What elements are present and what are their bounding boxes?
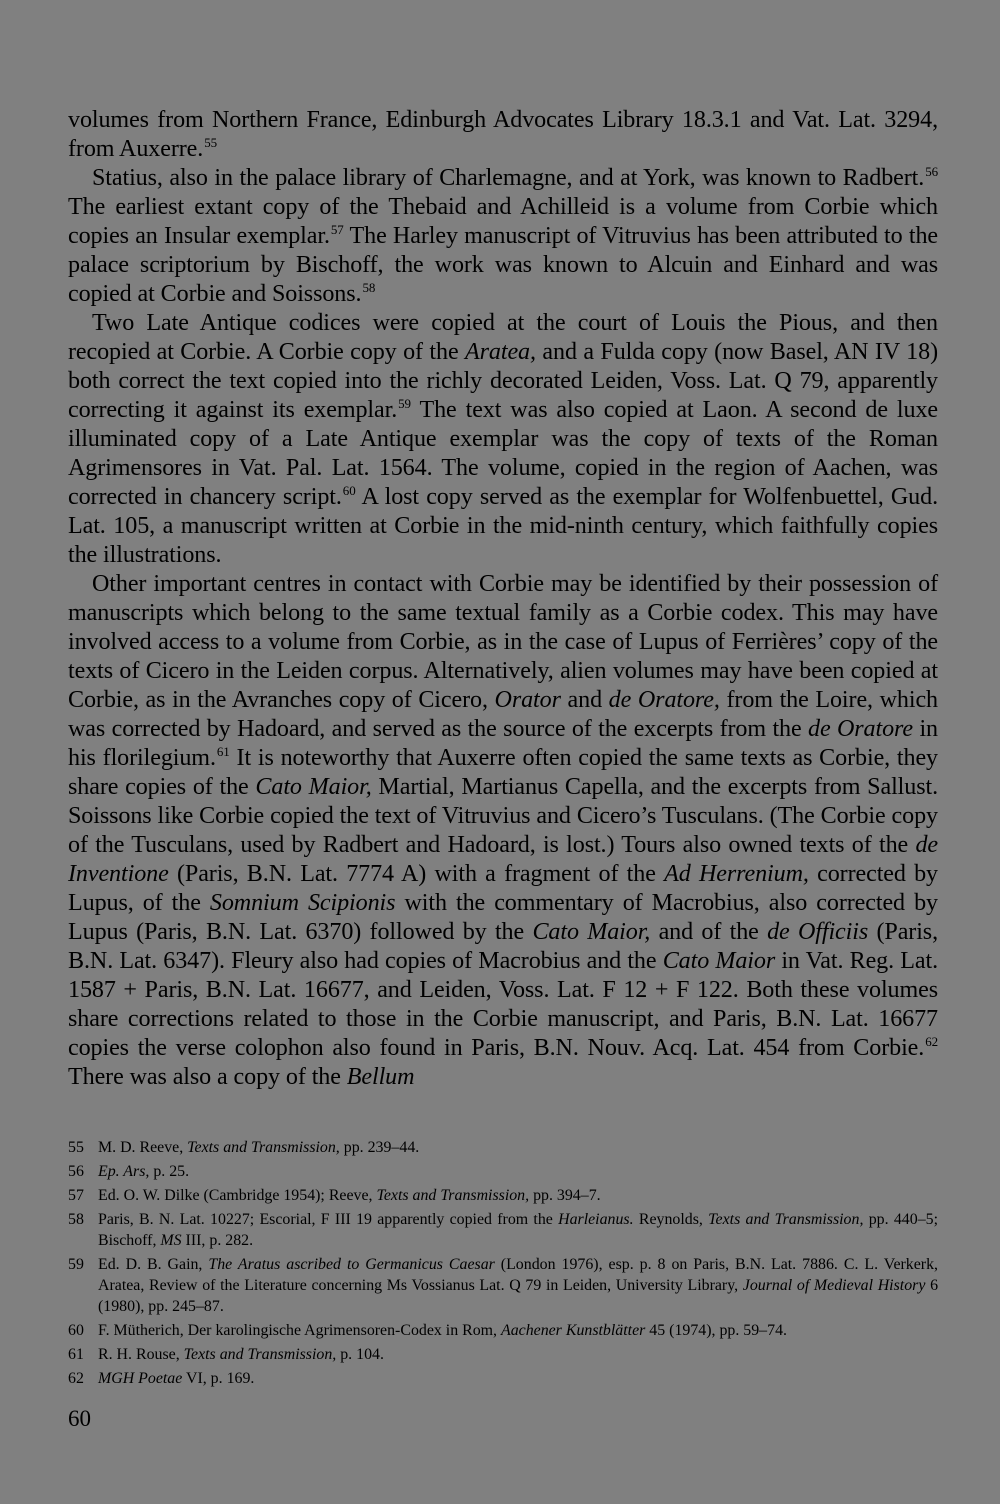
text-run: 6 (1980), pp. 245–87. xyxy=(98,1277,939,1315)
footnote-text xyxy=(98,1209,938,1251)
italic-text: Texts and Transmission, xyxy=(376,1187,530,1204)
footnote xyxy=(68,1320,938,1341)
italic-text: de Officiis xyxy=(767,919,869,945)
italic-text: MGH Poetae xyxy=(98,1370,183,1387)
text-run: in Vat. Reg. Lat. 1587 + Paris, B.N. Lat. 16677, and Leiden, Voss. Lat. F 12 + F 122. Both these volumes share corrections related to those in the Corbie manuscript, and Paris, B.N. Lat. 16677 copies the verse colophon also found in Paris, B.N. Nouv. Acq. Lat. 454 from Corbie. xyxy=(68,948,938,1061)
footnote-number: 59 xyxy=(68,1256,84,1273)
italic-text: Journal of Medieval History xyxy=(742,1277,926,1294)
footnote xyxy=(68,1209,938,1251)
footnote-number: 61 xyxy=(68,1346,84,1363)
footnote-ref: 58 xyxy=(362,280,376,295)
footnote-number: 60 xyxy=(68,1322,84,1339)
footnote xyxy=(68,1344,938,1365)
text-run: R. H. Rouse, xyxy=(98,1346,184,1363)
footnote-text xyxy=(98,1161,938,1182)
text-run: p. 25. xyxy=(149,1163,190,1180)
italic-text: Cato Maior, xyxy=(532,919,651,945)
footnotes xyxy=(68,1137,938,1392)
italic-text: Cato Maior xyxy=(662,948,776,974)
italic-text: Harleianus. xyxy=(558,1211,634,1228)
text-run: and xyxy=(560,687,609,713)
italic-text: Bellum xyxy=(346,1064,415,1090)
italic-text: Orator xyxy=(494,687,561,713)
paragraph xyxy=(68,164,938,309)
text-run: The Harley manuscript of Vitruvius has been attributed to the palace scriptorium by Bischoff, the work was known to Alcuin and Einhard and was copied at Corbie and Soissons. xyxy=(68,223,938,307)
text-run: Ed. D. B. Gain, xyxy=(98,1256,209,1273)
footnote-number: 62 xyxy=(68,1370,84,1387)
footnote xyxy=(68,1185,938,1206)
italic-text: Ad Herrenium, xyxy=(664,861,809,887)
footnote-text xyxy=(98,1320,938,1341)
footnote-ref: 59 xyxy=(398,396,411,411)
footnote xyxy=(68,1254,938,1317)
footnote-ref: 60 xyxy=(342,483,356,498)
text-run: and a Fulda copy (now Basel, AN IV 18) both correct the text copied into the richly decorated Leiden, Voss. Lat. Q 79, apparently correcting it against its exemplar. xyxy=(68,339,938,423)
text-run: Other important centres in contact with Corbie may be identified by their possession of manuscripts which belong to the same textual family as a Corbie codex. This may have involved access to a volume from Corbie, as in the case of Lupus of Ferrières’ copy of the texts of Cicero in the Leiden corpus. Alternatively, alien volumes may have been copied at Corbie, as in the Avranches copy of Cicero, xyxy=(68,571,938,713)
text-run: Two Late Antique codices were copied at the court of Louis the Pious, and then recopied at Corbie. A Corbie copy of the xyxy=(68,310,938,365)
text-run: pp. 394–7. xyxy=(529,1187,601,1204)
text-run: in his florilegium. xyxy=(68,716,938,771)
text-run: Ed. O. W. Dilke (Cambridge 1954); Reeve, xyxy=(98,1187,377,1204)
italic-text: Texts and Transmission, xyxy=(708,1211,864,1228)
footnote-ref: 55 xyxy=(204,135,217,150)
text-run: VI, p. 169. xyxy=(182,1370,255,1387)
footnote-number: 55 xyxy=(68,1139,84,1156)
italic-text: Cato Maior, xyxy=(255,774,372,800)
text-run: F. Mütherich, Der karolingische Agrimensoren-Codex in Rom, xyxy=(98,1322,501,1339)
text-run: Martial, Martianus Capella, and the excerpts from Sallust. Soissons like Corbie copied the text of Vitruvius and Cicero’s Tusculans. (The Corbie copy of the Tusculans, used by Radbert and Hadoard, is lost.) Tours also owned texts of the xyxy=(68,774,938,858)
italic-text: Aachener Kunstblätter xyxy=(500,1322,646,1339)
italic-text: The Aratus ascribed to Germanicus Caesar xyxy=(208,1256,495,1273)
footnote-number: 56 xyxy=(68,1163,84,1180)
text-run: (London 1976), esp. p. 8 on Paris, B.N. Lat. 7886. C. L. Verkerk, Aratea, Review of the Literature concerning Ms Vossianus Lat. Q 79 in Leiden, University Library, xyxy=(98,1256,939,1294)
footnote-ref: 57 xyxy=(330,222,344,237)
italic-text: MS xyxy=(160,1232,182,1249)
text-run: There was also a copy of the xyxy=(68,1064,347,1090)
italic-text: de Oratore, xyxy=(608,687,720,713)
text-run: with the commentary of Macrobius, also corrected by Lupus (Paris, B.N. Lat. 6370) followed by the xyxy=(68,890,938,945)
footnote-ref: 62 xyxy=(925,1034,938,1049)
footnote-ref: 61 xyxy=(216,744,230,759)
footnote-text xyxy=(98,1368,938,1389)
text-run: Paris, B. N. Lat. 10227; Escorial, F III 19 apparently copied from the xyxy=(98,1211,559,1228)
page-number: 60 xyxy=(68,1406,91,1431)
paragraph xyxy=(68,106,938,164)
text-run: M. D. Reeve, xyxy=(98,1139,188,1156)
italic-text: Aratea, xyxy=(465,339,536,365)
footnote-text xyxy=(98,1344,938,1365)
text-run: The text was also copied at Laon. A second de luxe illuminated copy of a Late Antique exemplar was the copy of texts of the Roman Agrimensores in Vat. Pal. Lat. 1564. The volume, copied in the region of Aachen, was corrected in chancery script. xyxy=(68,397,938,510)
text-run: (Paris, B.N. Lat. 6347). Fleury also had copies of Macrobius and the xyxy=(68,919,939,974)
italic-text: de Inventione xyxy=(68,832,938,887)
text-run: corrected by Lupus, of the xyxy=(68,861,939,916)
paragraph xyxy=(68,309,938,570)
text-run: III, p. 282. xyxy=(181,1232,254,1249)
text-run: volumes from Northern France, Edinburgh Advocates Library 18.3.1 and Vat. Lat. 3294, from Auxerre. xyxy=(68,107,938,162)
footnote xyxy=(68,1368,938,1389)
text-run: Reynolds, xyxy=(633,1211,709,1228)
italic-text: Texts and Transmission, xyxy=(187,1139,340,1156)
paragraph xyxy=(68,570,938,1092)
footnote-text xyxy=(98,1137,938,1158)
footnote-ref: 56 xyxy=(925,164,938,179)
text-run: and of the xyxy=(650,919,768,945)
main-text xyxy=(68,106,938,1092)
footnote-number: 58 xyxy=(68,1211,84,1228)
footnote-text xyxy=(98,1254,938,1317)
text-run: (Paris, B.N. Lat. 7774 A) with a fragment of the xyxy=(168,861,665,887)
text-run: 45 (1974), pp. 59–74. xyxy=(645,1322,787,1339)
footnote-number: 57 xyxy=(68,1187,84,1204)
text-run: Statius, also in the palace library of Charlemagne, and at York, was known to Radbert. xyxy=(92,165,925,191)
italic-text: de Oratore xyxy=(808,716,914,742)
text-run: p. 104. xyxy=(336,1346,384,1363)
italic-text: Texts and Transmission, xyxy=(183,1346,337,1363)
italic-text: Ep. Ars, xyxy=(98,1163,150,1180)
text-run: from the Loire, which was corrected by Hadoard, and served as the source of the excerpts from the xyxy=(68,687,939,742)
text-run: pp. 239–44. xyxy=(339,1139,420,1156)
text-run: A lost copy served as the exemplar for Wolfenbuettel, Gud. Lat. 105, a manuscript written at Corbie in the mid-ninth century, which faithfully copies the illustrations. xyxy=(68,484,939,568)
italic-text: Somnium Scipionis xyxy=(209,890,396,916)
footnote xyxy=(68,1161,938,1182)
footnote-text xyxy=(98,1185,938,1206)
text-run: The earliest extant copy of the Thebaid and Achilleid is a volume from Corbie which copies an Insular exemplar. xyxy=(68,194,938,249)
text-run: pp. 440–5; Bischoff, xyxy=(98,1211,938,1249)
text-run: It is noteworthy that Auxerre often copied the same texts as Corbie, they share copies of the xyxy=(68,745,938,800)
footnote xyxy=(68,1137,938,1158)
